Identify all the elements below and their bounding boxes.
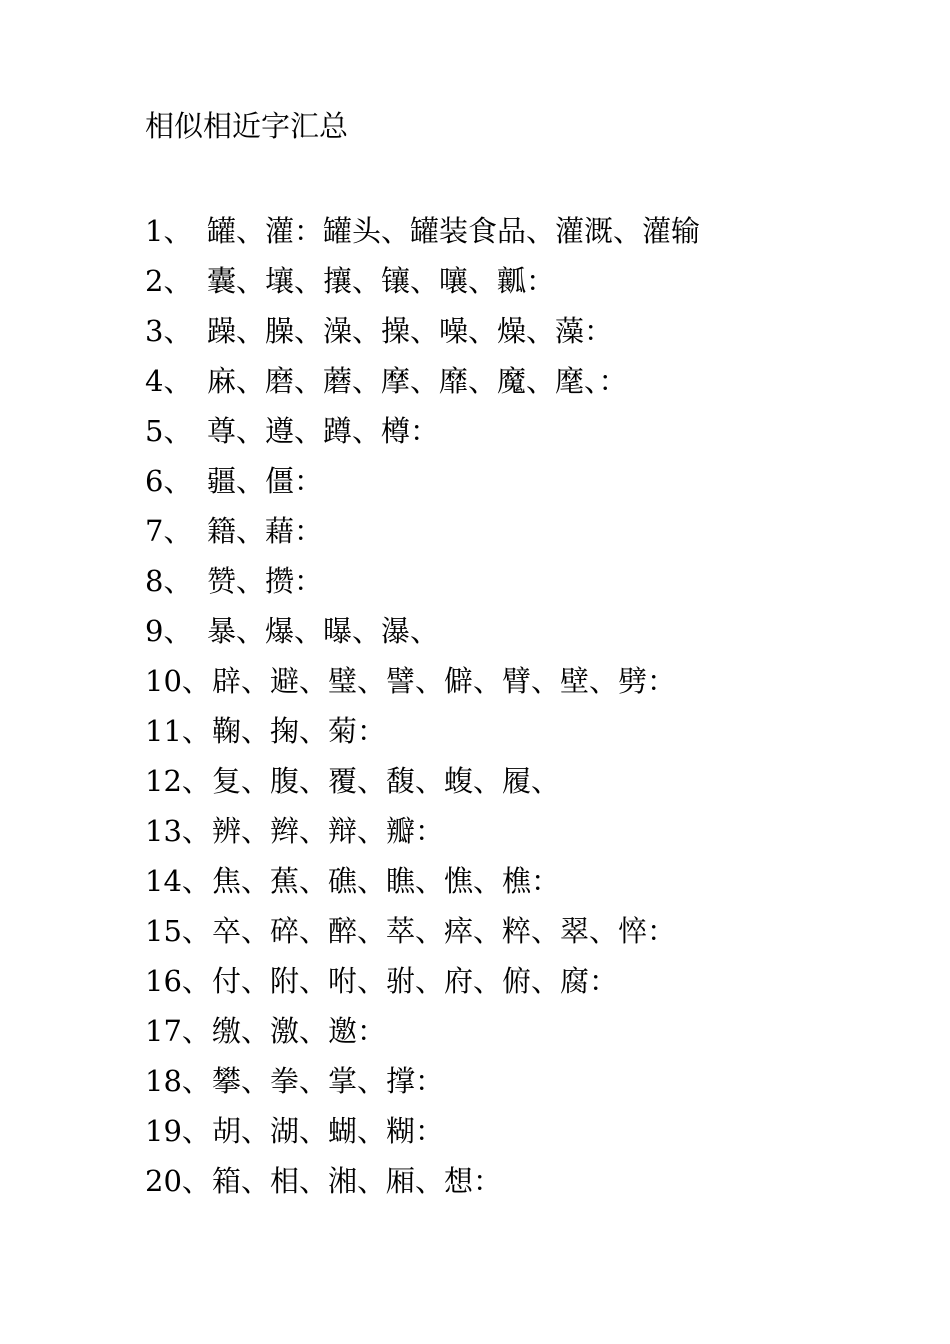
list-item <box>145 506 700 556</box>
list-item <box>145 306 700 356</box>
list-item <box>145 256 700 306</box>
list-item <box>145 1106 700 1156</box>
item-text: 麻、磨、蘑、摩、靡、魔、麾、： <box>207 364 628 398</box>
list-item <box>145 556 700 606</box>
item-number: 1、 <box>145 214 193 248</box>
item-text: 罐、灌：罐头、罐装食品、灌溉、灌输 <box>207 214 701 248</box>
list-item <box>145 906 700 956</box>
item-text: 卒、碎、醉、萃、瘁、粹、翠、悴： <box>212 914 677 948</box>
item-number: 14、 <box>145 864 211 898</box>
item-number: 3、 <box>145 314 193 348</box>
item-text: 箱、相、湘、厢、想： <box>212 1164 503 1198</box>
item-number: 6、 <box>145 464 193 498</box>
list-item <box>145 956 700 1006</box>
item-number: 2、 <box>145 264 193 298</box>
list-item <box>145 856 700 906</box>
item-text: 躁、臊、澡、操、噪、燥、藻： <box>207 314 614 348</box>
item-number: 9、 <box>145 614 193 648</box>
item-number: 7、 <box>145 514 193 548</box>
item-number: 17、 <box>145 1014 211 1048</box>
item-number: 15、 <box>145 914 211 948</box>
item-text: 辟、避、璧、譬、僻、臂、壁、劈： <box>212 664 677 698</box>
item-number: 18、 <box>145 1064 211 1098</box>
item-text: 尊、遵、蹲、樽： <box>207 414 440 448</box>
item-number: 10、 <box>145 664 211 698</box>
list-item <box>145 1156 700 1206</box>
item-text: 赞、攒： <box>207 564 324 598</box>
list-item <box>145 406 700 456</box>
item-number: 5、 <box>145 414 193 448</box>
item-number: 16、 <box>145 964 211 998</box>
list-item <box>145 1056 700 1106</box>
list-item <box>145 806 700 856</box>
page-title: 相似相近字汇总 <box>145 109 349 143</box>
item-text: 疆、僵： <box>207 464 324 498</box>
item-number: 11、 <box>145 714 211 748</box>
item-text: 付、附、咐、驸、府、俯、腐： <box>212 964 619 998</box>
item-text: 暴、爆、曝、瀑、 <box>207 614 440 648</box>
item-text: 胡、湖、蝴、糊： <box>212 1114 445 1148</box>
list-item <box>145 356 700 406</box>
item-text: 鞠、掬、菊： <box>212 714 387 748</box>
list-item <box>145 756 700 806</box>
item-number: 13、 <box>145 814 211 848</box>
item-text: 焦、蕉、礁、瞧、憔、樵： <box>212 864 561 898</box>
item-text: 辨、辫、辩、瓣： <box>212 814 445 848</box>
item-number: 8、 <box>145 564 193 598</box>
item-text: 缴、激、邀： <box>212 1014 387 1048</box>
item-text: 攀、拳、掌、撑： <box>212 1064 445 1098</box>
list-item <box>145 706 700 756</box>
item-text: 籍、藉： <box>207 514 324 548</box>
item-text: 复、腹、覆、馥、蝮、履、 <box>212 764 561 798</box>
item-number: 20、 <box>145 1164 211 1198</box>
character-group-list <box>145 206 700 1206</box>
list-item <box>145 1006 700 1056</box>
list-item <box>145 456 700 506</box>
item-number: 12、 <box>145 764 211 798</box>
item-text: 囊、壤、攘、镶、嚷、瓤： <box>207 264 556 298</box>
list-item <box>145 606 700 656</box>
item-number: 4、 <box>145 364 193 398</box>
list-item <box>145 206 700 256</box>
list-item <box>145 656 700 706</box>
item-number: 19、 <box>145 1114 211 1148</box>
